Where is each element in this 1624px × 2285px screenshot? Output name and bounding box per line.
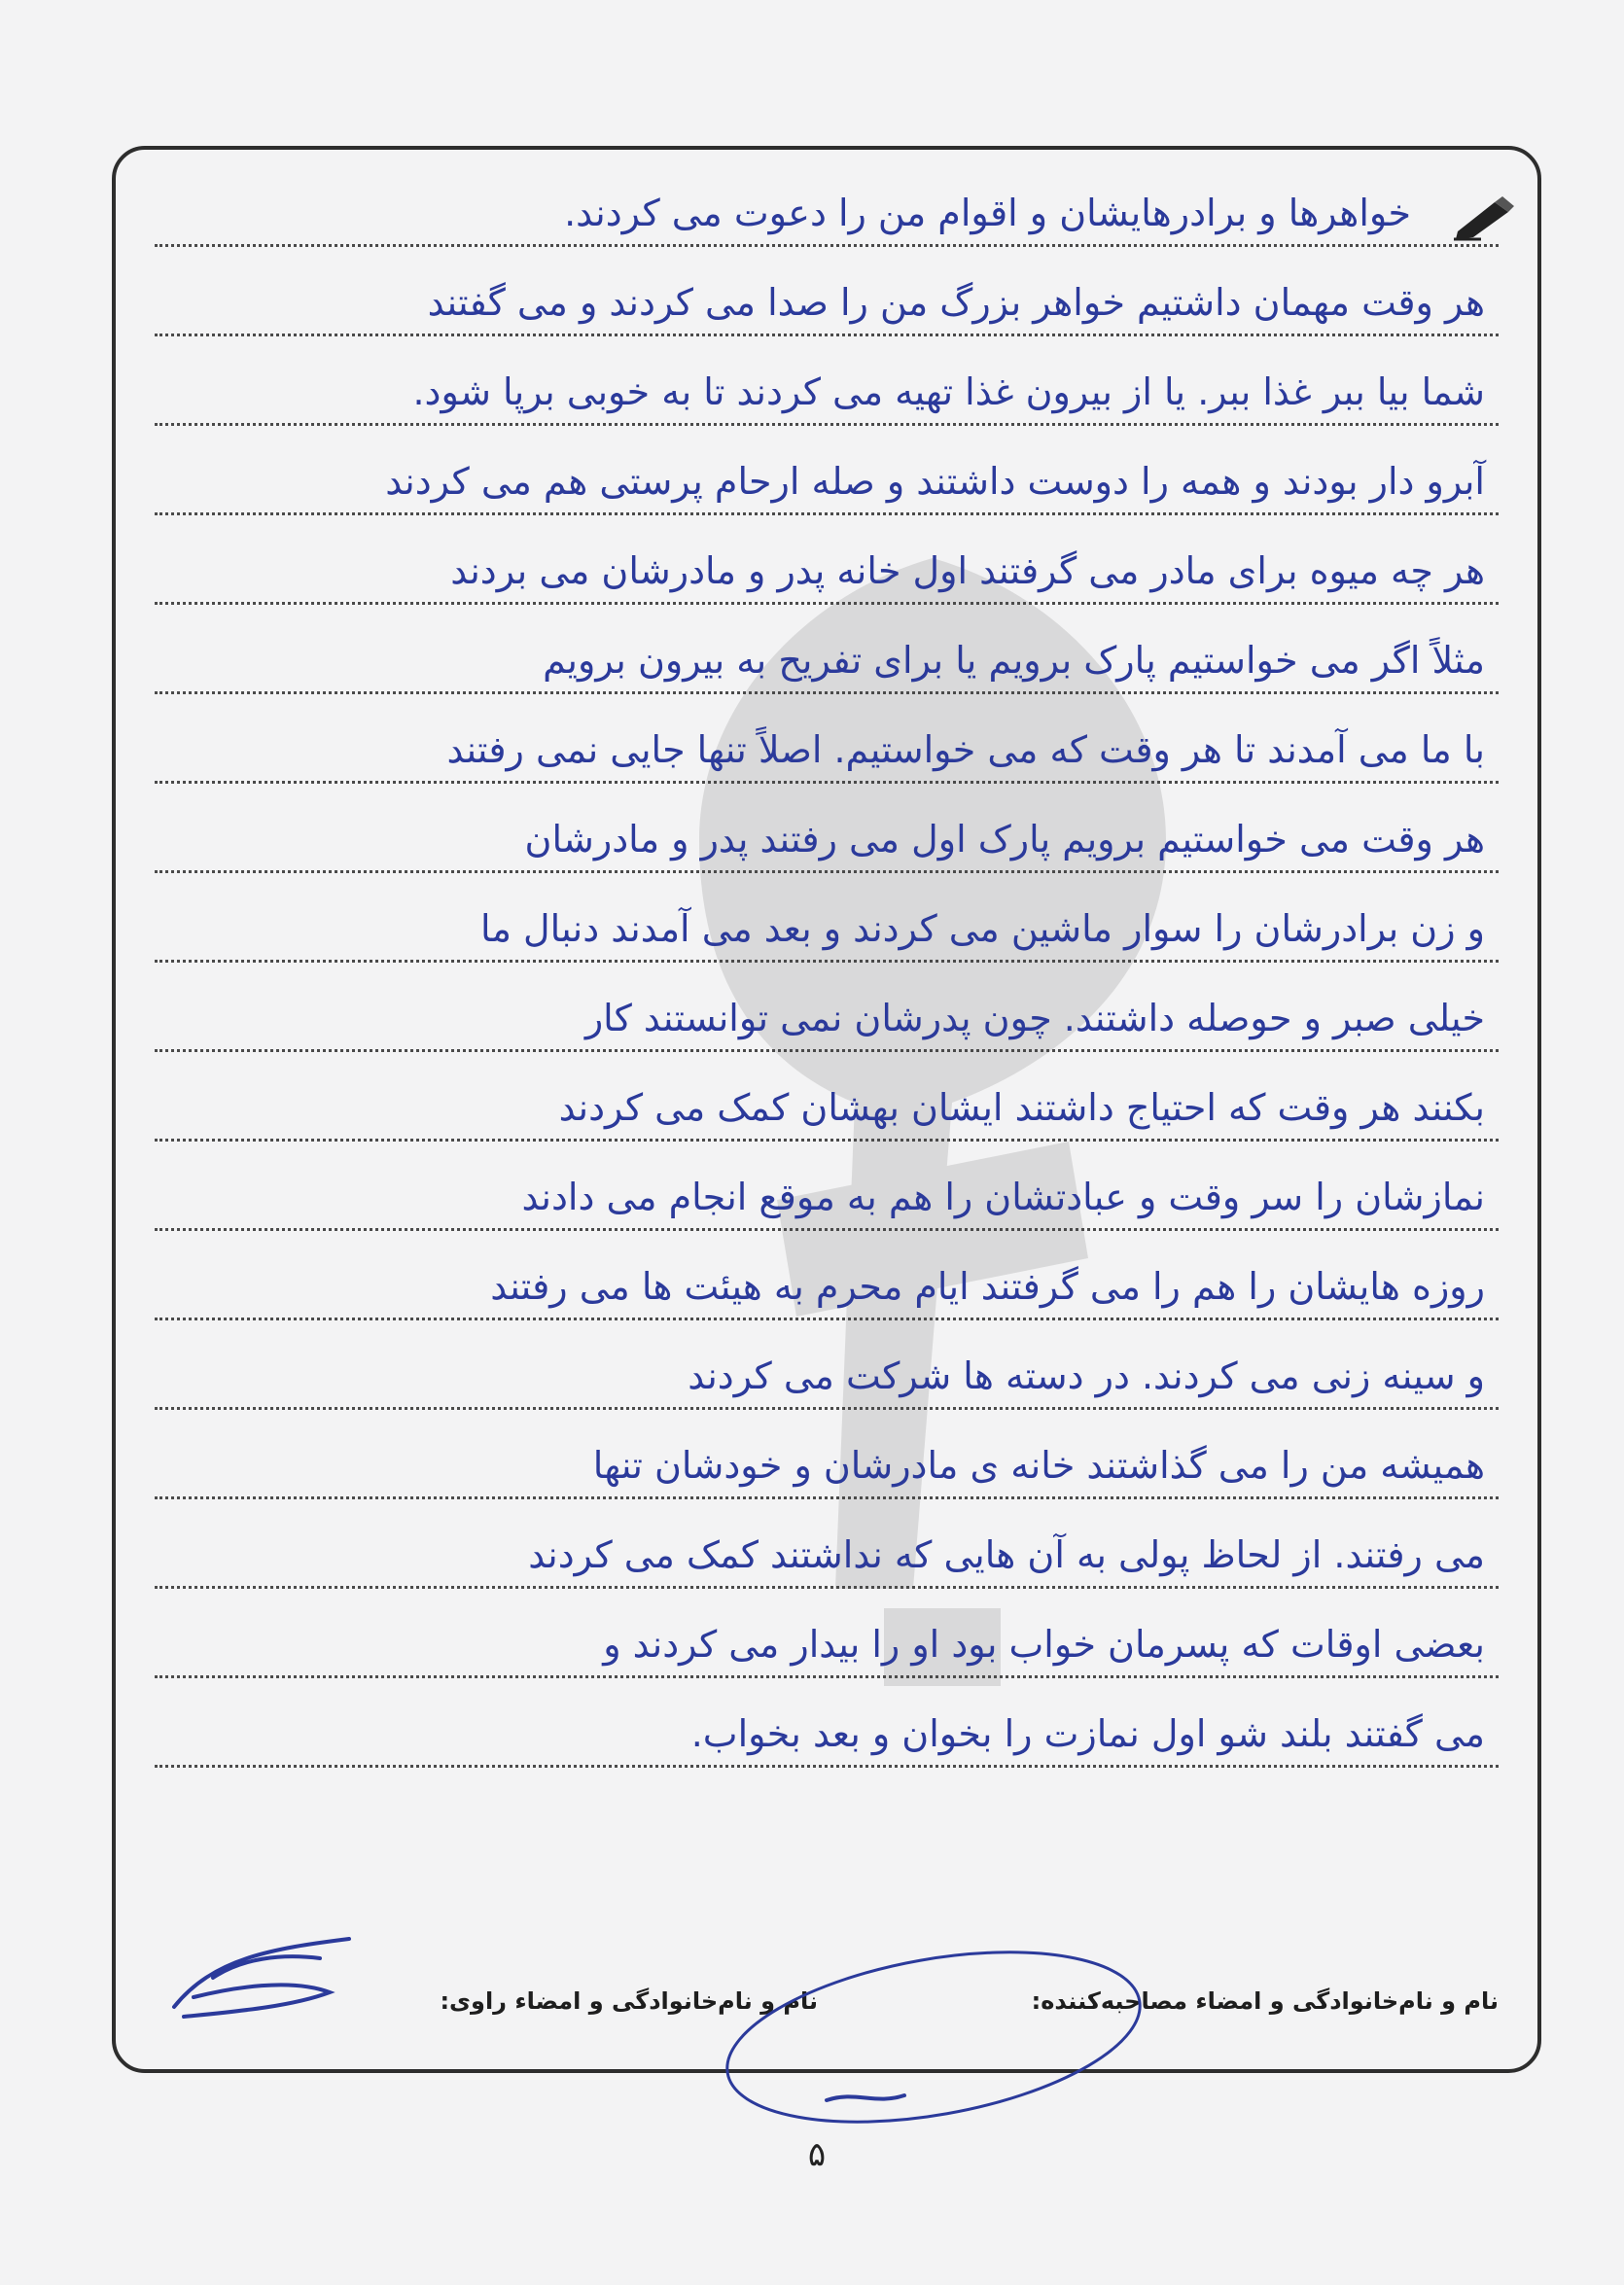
handwritten-line: روزه هایشان را هم را می گرفتند ایام محرم به هیئت ها می رفتند xyxy=(490,1265,1485,1308)
handwritten-line: همیشه من را می گذاشتند خانه ی مادرشان و خودشان تنها xyxy=(592,1444,1485,1487)
ruled-line xyxy=(155,873,1499,963)
ruled-line xyxy=(155,336,1499,426)
ruled-line xyxy=(155,784,1499,873)
ruled-line xyxy=(155,1142,1499,1231)
ruled-line xyxy=(155,1499,1499,1589)
handwritten-line: با ما می آمدند تا هر وقت که می خواستیم. اصلاً تنها جایی نمی رفتند xyxy=(446,728,1485,771)
handwritten-line: خواهرها و برادرهایشان و اقوام من را دعوت می کردند. xyxy=(564,192,1411,234)
ruled-line xyxy=(155,694,1499,784)
handwritten-line: آبرو دار بودند و همه را دوست داشتند و صله ارحام پرستی هم می کردند xyxy=(385,460,1485,503)
ruled-line xyxy=(155,1231,1499,1320)
ruled-line xyxy=(155,605,1499,694)
ruled-line xyxy=(155,1589,1499,1678)
ruled-line xyxy=(155,426,1499,515)
handwritten-line: هر چه میوه برای مادر می گرفتند اول خانه پدر و مادرشان می بردند xyxy=(450,549,1485,592)
ruled-line xyxy=(155,158,1499,247)
handwritten-line: هر وقت مهمان داشتیم خواهر بزرگ من را صدا می کردند و می گفتند xyxy=(427,281,1485,324)
page-number: ۵ xyxy=(807,2135,827,2174)
handwritten-line: و زن برادرشان را سوار ماشین می کردند و بعد می آمدند دنبال ما xyxy=(479,907,1485,950)
handwritten-line: مثلاً اگر می خواستیم پارک برویم یا برای تفریح به بیرون برویم xyxy=(543,639,1485,682)
handwritten-line: و سینه زنی می کردند. در دسته ها شرکت می کردند xyxy=(688,1354,1485,1397)
ruled-lines xyxy=(116,150,1537,2069)
ruled-line xyxy=(155,515,1499,605)
interviewer-signature xyxy=(710,1935,1167,2129)
handwritten-line: شما بیا ببر غذا ببر. یا از بیرون غذا تهیه می کردند تا به خوبی برپا شود. xyxy=(412,370,1485,413)
narrator-signature-label: نام و نام‌خانوادگی و امضاء راوی: xyxy=(440,1987,818,2015)
handwritten-line: نمازشان را سر وقت و عبادتشان را هم به موقع انجام می دادند xyxy=(521,1176,1485,1218)
ruled-line xyxy=(155,963,1499,1052)
form-frame xyxy=(112,146,1541,2073)
handwritten-line: می گفتند بلند شو اول نمازت را بخوان و بعد بخواب. xyxy=(690,1712,1485,1755)
ruled-line xyxy=(155,1052,1499,1142)
ruled-line xyxy=(155,1678,1499,1768)
narrator-signature xyxy=(155,1919,369,2026)
interviewer-signature-label: نام و نام‌خانوادگی و امضاء مصاحبه‌کننده: xyxy=(1031,1987,1499,2015)
handwritten-line: خیلی صبر و حوصله داشتند. چون پدرشان نمی توانستند کار xyxy=(584,997,1485,1039)
handwritten-line: هر وقت می خواستیم برویم پارک اول می رفتند پدر و مادرشان xyxy=(524,818,1485,861)
ruled-line xyxy=(155,247,1499,336)
ruled-line xyxy=(155,1320,1499,1410)
ruled-line xyxy=(155,1410,1499,1499)
handwritten-line: بکنند هر وقت که احتیاج داشتند ایشان بهشان کمک می کردند xyxy=(558,1086,1485,1129)
handwritten-line: بعضی اوقات که پسرمان خواب بود او را بیدار می کردند و xyxy=(603,1623,1485,1666)
handwritten-line: می رفتند. از لحاظ پولی به آن هایی که نداشتند کمک می کردند xyxy=(528,1533,1485,1576)
